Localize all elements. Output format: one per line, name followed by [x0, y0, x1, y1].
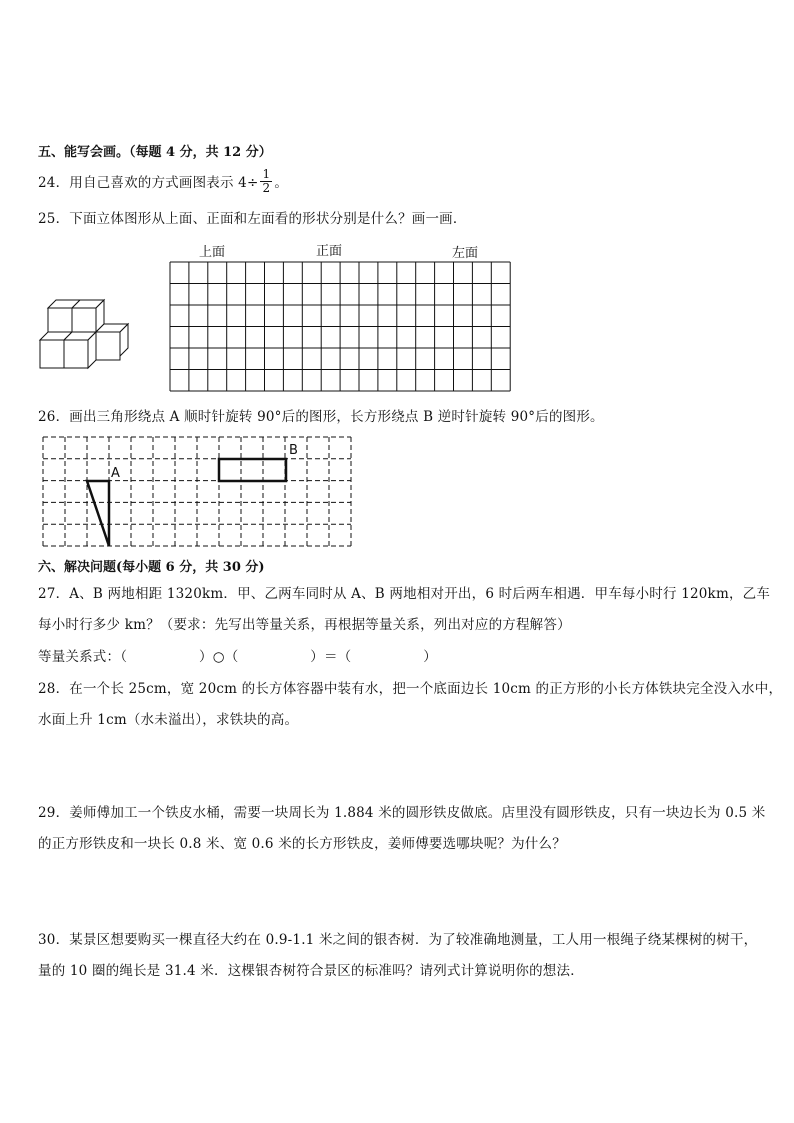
question-27-line-2: 每小时行多少 km？（要求：先写出等量关系，再根据等量关系，列出对应的方程解答） — [38, 617, 571, 633]
question-24-end: 。 — [274, 175, 289, 191]
question-30-line-1: 30．某景区想要购买一棵直径大约在 0.9-1.1 米之间的银杏树．为了较准确地测量，工人用一根绳子绕某棵树的树干， — [38, 932, 758, 948]
question-29-line-1: 29．姜师傅加工一个铁皮水桶，需要一块周长为 1.884 米的圆形铁皮做底。店里没有圆形铁皮，只有一块边长为 0.5 米 — [38, 805, 766, 821]
section-5-title: 五、能写会画。（每题 4 分，共 12 分） — [38, 145, 272, 160]
fraction-denominator: 2 — [262, 180, 271, 195]
point-b-label: B — [289, 443, 298, 458]
point-a-label: A — [111, 466, 120, 481]
question-28-line-1: 28．在一个长 25cm，宽 20cm 的长方体容器中装有水，把一个底面边长 10cm 的正方形的小长方体铁块完全没入水中， — [38, 681, 783, 697]
fraction-numerator: 1 — [262, 166, 271, 181]
label-front-view: 正面 — [316, 244, 343, 259]
rectangle-shape — [219, 459, 286, 481]
question-30-line-2: 量的 10 圈的绳长是 31.4 米．这棵银杏树符合景区的标准吗？请列式计算说明你的想法． — [38, 963, 584, 979]
question-25-text: 25．下面立体图形从上面、正面和左面看的形状分别是什么？画一画． — [38, 211, 467, 227]
question-27-equation-line: 等量关系式：（ ）○（ ）＝（ ） — [38, 649, 437, 665]
triangle-shape — [87, 481, 109, 546]
question-28-line-2: 水面上升 1cm（水未溢出），求铁块的高。 — [38, 712, 299, 728]
question-26-text: 26．画出三角形绕点 A 顺时针旋转 90°后的图形，长方形绕点 B 逆时针旋转 90°后的图形。 — [38, 409, 604, 425]
section-6-title: 六、解决问题(每小题 6 分，共 30 分) — [38, 560, 265, 575]
question-24-text: 24．用自己喜欢的方式画图表示 4÷ — [38, 175, 259, 191]
question-27-line-1: 27．A、B 两地相距 1320km．甲、乙两车同时从 A、B 两地相对开出，6 时后两车相遇．甲车每小时行 120km，乙车 — [38, 586, 771, 602]
label-top-view: 上面 — [199, 245, 226, 260]
label-left-view: 左面 — [452, 246, 479, 261]
question-29-line-2: 的正方形铁皮和一块长 0.8 米、宽 0.6 米的长方形铁皮，姜师傅要选哪块呢？为什么？ — [38, 836, 566, 852]
